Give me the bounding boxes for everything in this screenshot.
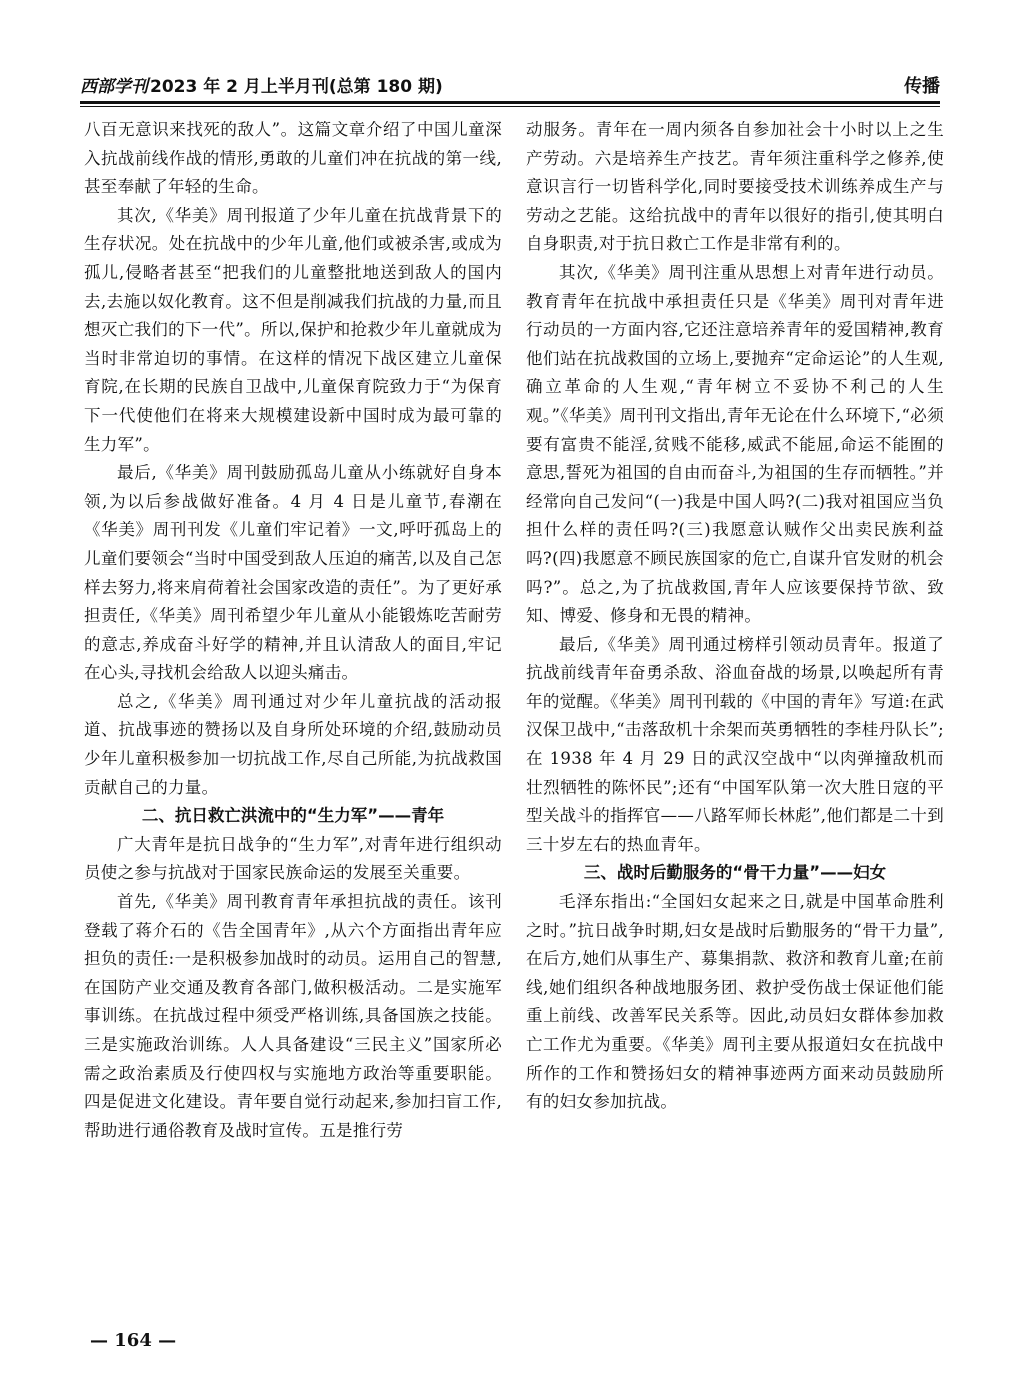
- paragraph: 首先,《华美》周刊教育青年承担抗战的责任。该刊登载了蒋介石的《告全国青年》,从六个方面指出青年应担负的责任:一是积极参加战时的动员。运用自己的智慧,在国防产业交通及教育各部门,做积极活动。二是实施军事训练。在抗战过程中须受严格训练,具备国族之技能。三是实施政治训练。人人具备建设“三民主义”国家所必需之政治素质及行使四权与实施地方政治等重要职能。四是促进文化建设。青年要自觉行动起来,参加扫盲工作,帮助进行通俗教育及战时宣传。五是推行劳: [84, 892, 502, 1140]
- section-heading: 二、抗日救亡洪流中的“生力军”——青年: [141, 806, 445, 826]
- section-label: 传播: [904, 76, 940, 97]
- journal-header: [80, 72, 443, 97]
- section-heading: 三、战时后勤服务的“骨干力量”——妇女: [583, 863, 887, 883]
- paragraph: 最后,《华美》周刊通过榜样引领动员青年。报道了抗战前线青年奋勇杀敌、浴血奋战的场景,以唤起所有青年的觉醒。《华美》周刊刊载的《中国的青年》写道:在武汉保卫战中,“击落敌机十余架而英勇牺牲的李桂丹队长”;在 1938 年 4 月 29 日的武汉空战中“以肉弹撞敌机而壮烈牺牲的陈怀民”;还有“中国军队第一次大胜日寇的平型关战斗的指挥官——八路军师长林彪”,他们都是二十到三十岁左右的热血青年。: [526, 634, 944, 854]
- paragraph: 总之,《华美》周刊通过对少年儿童抗战的活动报道、抗战事迹的赞扬以及自身所处环境的介绍,鼓励动员少年儿童积极参加一切抗战工作,尽自己所能,为抗战救国贡献自己的力量。: [84, 691, 502, 797]
- header-rule-thin: [80, 106, 940, 107]
- paragraph: 八百无意识来找死的敌人”。这篇文章介绍了中国儿童深入抗战前线作战的情形,勇敢的儿童们冲在抗战的第一线,甚至奉献了年轻的生命。: [84, 120, 502, 197]
- paragraph: 广大青年是抗日战争的“生力军”,对青年进行组织动员使之参与抗战对于国家民族命运的发展至关重要。: [84, 834, 502, 883]
- paragraph: 其次,《华美》周刊报道了少年儿童在抗战背景下的生存状况。处在抗战中的少年儿童,他们或被杀害,或成为孤儿,侵略者甚至“把我们的儿童整批地送到敌人的国内去,去施以奴化教育。这不但是削减我们抗战的力量,而且想灭亡我们的下一代”。所以,保护和抢救少年儿童就成为当时非常迫切的事情。在这样的情况下战区建立儿童保育院,在长期的民族自卫战中,儿童保育院致力于“为保育下一代使他们在将来大规模建设新中国时成为最可靠的生力军”。: [84, 205, 502, 454]
- left-column: [84, 116, 502, 1145]
- issue-info: 2023 年 2 月上半月刊(总第 180 期): [150, 77, 443, 97]
- paragraph: 其次,《华美》周刊注重从思想上对青年进行动员。教育青年在抗战中承担责任只是《华美》周刊对青年进行动员的一方面内容,它还注意培养青年的爱国精神,教育他们站在抗战救国的立场上,要抛弃“定命运论”的人生观,确立革命的人生观,“青年树立不妥协不利己的人生观。”《华美》周刊刊文指出,青年无论在什么环境下,“必须要有富贵不能淫,贫贱不能移,威武不能屈,命运不能囿的意思,誓死为祖国的自由而奋斗,为祖国的生存而牺牲。”并经常向自己发问“(一)我是中国人吗?(二)我对祖国应当负担什么样的责任吗?(三)我愿意认贼作父出卖民族利益吗?(四)我愿意不顾民族国家的危亡,自谋升官发财的机会吗?”。总之,为了抗战救国,青年人应该要保持节欲、致知、博爱、修身和无畏的精神。: [526, 262, 944, 626]
- paragraph: 毛泽东指出:“全国妇女起来之日,就是中国革命胜利之时。”抗日战争时期,妇女是战时后勤服务的“骨干力量”,在后方,她们从事生产、募集捐款、救济和教育儿童;在前线,她们组织各种战地服务团、救护受伤战士保证他们能重上前线、改善军民关系等。因此,动员妇女群体参加救亡工作尤为重要。《华美》周刊主要从报道妇女在抗战中所作的工作和赞扬妇女的精神事迹两方面来动员鼓励所有的妇女参加抗战。: [526, 892, 944, 1112]
- paragraph: 动服务。青年在一周内须各自参加社会十小时以上之生产劳动。六是培养生产技艺。青年须注重科学之修养,使意识言行一切皆科学化,同时要接受技术训练养成生产与劳动之艺能。这给抗战中的青年以很好的指引,使其明白自身职责,对于抗日救亡工作是非常有利的。: [526, 120, 944, 254]
- page-number: — 164 —: [90, 1330, 177, 1351]
- page-header: [80, 72, 940, 100]
- journal-logo: 西部学刊: [80, 77, 148, 97]
- right-column: [526, 116, 944, 1117]
- paragraph: 最后,《华美》周刊鼓励孤岛儿童从小练就好自身本领,为以后参战做好准备。4 月 4 日是儿童节,春潮在《华美》周刊刊发《儿童们牢记着》一文,呼吁孤岛上的儿童们要领会“当时中国受到敌人压迫的痛苦,以及自己怎样去努力,将来肩荷着社会国家改造的责任”。为了更好承担责任,《华美》周刊希望少年儿童从小能锻炼吃苦耐劳的意志,养成奋斗好学的精神,并且认清敌人的面目,牢记在心头,寻找机会给敌人以迎头痛击。: [84, 463, 502, 683]
- header-rule-thick: [80, 101, 940, 104]
